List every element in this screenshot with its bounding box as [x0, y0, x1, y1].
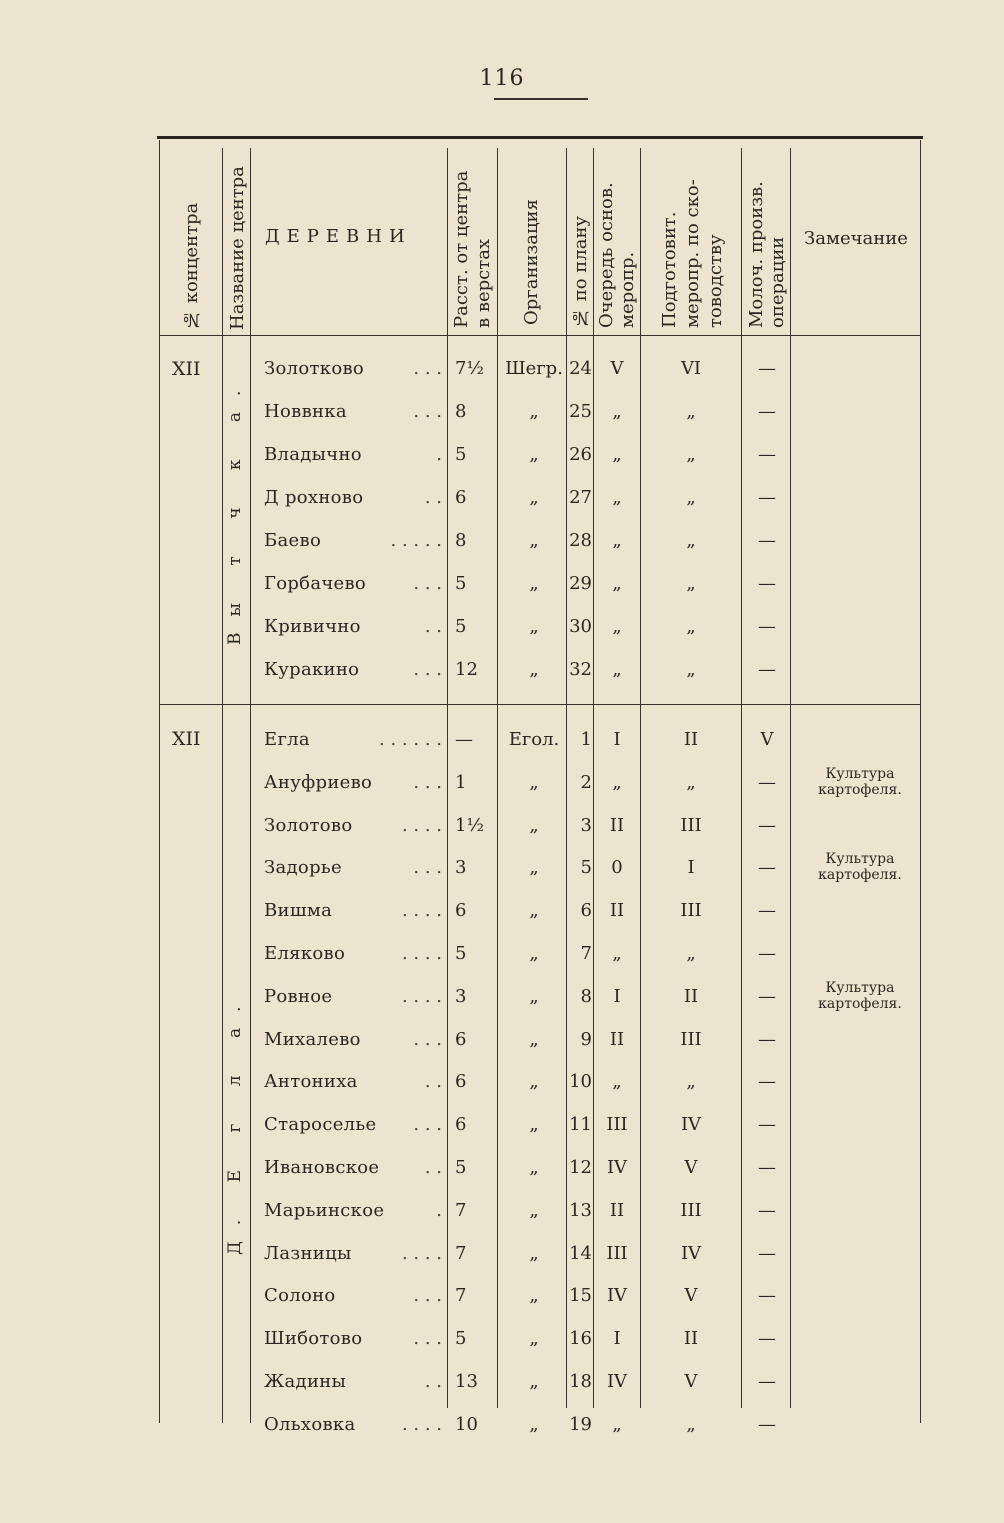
- village-name: Еляково: [264, 943, 346, 964]
- header-dairy-line1: Молоч. произв.: [746, 181, 767, 328]
- priority-value: „: [612, 616, 622, 637]
- section1-concentration: XII: [172, 358, 201, 380]
- distance-value: 7: [455, 1242, 467, 1264]
- leader-dots: . . .: [413, 1285, 442, 1307]
- leader-dots: . . . .: [401, 900, 442, 922]
- village-name: Солоно: [264, 1285, 336, 1307]
- leader-dots: . . .: [413, 401, 442, 422]
- dairy-value: —: [758, 1114, 776, 1136]
- priority-value: „: [612, 444, 622, 465]
- village-name: Шиботово: [264, 1328, 363, 1350]
- village-name: Антониха: [264, 1071, 358, 1093]
- plan-number: 12: [569, 1157, 592, 1178]
- leader-dots: . . . .: [401, 1242, 442, 1264]
- dairy-value: —: [758, 1071, 776, 1093]
- distance-value: 7: [455, 1285, 467, 1307]
- plan-number: 14: [569, 1242, 592, 1264]
- dairy-value: —: [758, 771, 776, 793]
- table-row: [0, 1200, 1004, 1230]
- priority-value: IV: [606, 1285, 628, 1307]
- livestock-prep-value: II: [683, 1328, 699, 1350]
- leader-dots: . . .: [413, 1328, 442, 1350]
- dairy-value: —: [758, 1285, 776, 1307]
- livestock-prep-value: „: [686, 401, 696, 422]
- village-name: Новвнка: [264, 401, 347, 422]
- livestock-prep-value: II: [683, 985, 699, 1007]
- table-row: [0, 401, 1004, 431]
- organization-value: „: [529, 1199, 539, 1221]
- priority-value: V: [610, 358, 624, 379]
- village-name: Куракино: [264, 659, 360, 680]
- leader-dots: . . . .: [401, 985, 442, 1007]
- priority-value: IV: [606, 1157, 628, 1178]
- table-row: [0, 659, 1004, 689]
- table-row: [0, 1243, 1004, 1273]
- leader-dots: . . . . . .: [379, 729, 442, 750]
- distance-value: 5: [455, 943, 467, 964]
- table-top-rule: [157, 136, 923, 139]
- organization-value: Шегр.: [505, 358, 563, 379]
- header-distance-line1: Расст. от центра: [451, 170, 472, 328]
- header-distance-line2: в верстах: [473, 238, 494, 328]
- plan-number: 5: [580, 857, 592, 879]
- leader-dots: . . . .: [401, 943, 442, 964]
- table-row: [0, 1029, 1004, 1059]
- leader-dots: . . .: [413, 659, 442, 680]
- organization-value: „: [529, 401, 539, 422]
- village-name: Горбачево: [264, 573, 367, 594]
- organization-value: „: [529, 444, 539, 465]
- livestock-prep-value: V: [684, 1371, 698, 1392]
- dairy-value: —: [758, 1028, 776, 1050]
- remark-note: Культура картофеля.: [818, 765, 902, 798]
- organization-value: „: [529, 1114, 539, 1136]
- dairy-value: —: [758, 530, 776, 551]
- plan-number: 16: [569, 1328, 592, 1350]
- header-prep-line2: меропр. по ско-: [682, 179, 703, 328]
- header-prep-line1: Подготовит.: [659, 211, 680, 328]
- distance-value: 5: [455, 616, 467, 637]
- plan-number: 32: [569, 659, 592, 680]
- table-row: [0, 1328, 1004, 1358]
- priority-value: „: [612, 1071, 622, 1093]
- header-prep-line3: товодству: [705, 234, 726, 328]
- distance-value: 7½: [455, 358, 484, 379]
- dairy-value: —: [758, 358, 776, 379]
- village-name: Кривично: [264, 616, 361, 637]
- distance-value: 5: [455, 573, 467, 594]
- table-row: [0, 1414, 1004, 1444]
- dairy-value: —: [758, 943, 776, 964]
- livestock-prep-value: „: [686, 659, 696, 680]
- distance-value: —: [455, 729, 473, 750]
- livestock-prep-value: „: [686, 487, 696, 508]
- village-name: Ануфриево: [264, 771, 373, 793]
- plan-number: 18: [569, 1371, 592, 1392]
- plan-number: 13: [569, 1199, 592, 1221]
- priority-value: III: [606, 1242, 628, 1264]
- dairy-value: —: [758, 659, 776, 680]
- section-divider: [159, 704, 921, 705]
- leader-dots: . . .: [413, 771, 442, 793]
- plan-number: 9: [580, 1028, 592, 1050]
- priority-value: II: [609, 1199, 625, 1221]
- plan-number: 7: [580, 943, 592, 964]
- distance-value: 6: [455, 900, 467, 922]
- dairy-value: —: [758, 1371, 776, 1392]
- header-priority-line1: Очередь основ.: [596, 182, 617, 328]
- livestock-prep-value: III: [680, 900, 702, 922]
- dairy-value: —: [758, 814, 776, 836]
- village-name: Ровное: [264, 985, 333, 1007]
- organization-value: „: [529, 814, 539, 836]
- distance-value: 7: [455, 1199, 467, 1221]
- distance-value: 3: [455, 985, 467, 1007]
- header-bottom-rule: [159, 335, 921, 336]
- livestock-prep-value: IV: [680, 1114, 702, 1136]
- leader-dots: . .: [424, 616, 442, 637]
- organization-value: „: [529, 1371, 539, 1392]
- organization-value: „: [529, 1157, 539, 1178]
- leader-dots: . . .: [413, 1028, 442, 1050]
- plan-number: 29: [569, 573, 592, 594]
- header-priority-line2: меропр.: [617, 251, 638, 328]
- livestock-prep-value: „: [686, 943, 696, 964]
- organization-value: „: [529, 1413, 539, 1435]
- table-row: [0, 943, 1004, 973]
- table-row: [0, 530, 1004, 560]
- leader-dots: . .: [424, 1157, 442, 1178]
- livestock-prep-value: I: [687, 857, 695, 879]
- priority-value: II: [609, 814, 625, 836]
- organization-value: „: [529, 530, 539, 551]
- leader-dots: . .: [424, 487, 442, 508]
- distance-value: 6: [455, 1114, 467, 1136]
- dairy-value: —: [758, 857, 776, 879]
- distance-value: 1: [455, 771, 467, 793]
- leader-dots: . . . .: [401, 814, 442, 836]
- plan-number: 6: [580, 900, 592, 922]
- priority-value: „: [612, 573, 622, 594]
- leader-dots: . . .: [413, 358, 442, 379]
- plan-number: 26: [569, 444, 592, 465]
- plan-number: 10: [569, 1071, 592, 1093]
- priority-value: „: [612, 487, 622, 508]
- priority-value: IV: [606, 1371, 628, 1392]
- distance-value: 5: [455, 444, 467, 465]
- village-name: Задорье: [264, 857, 342, 879]
- livestock-prep-value: III: [680, 1199, 702, 1221]
- table-row: [0, 573, 1004, 603]
- leader-dots: . . . .: [401, 1413, 442, 1435]
- village-name: Золотково: [264, 358, 365, 379]
- livestock-prep-value: VI: [680, 358, 702, 379]
- livestock-prep-value: „: [686, 530, 696, 551]
- table-row: [0, 487, 1004, 517]
- village-name: Ивановское: [264, 1157, 380, 1178]
- priority-value: I: [613, 985, 621, 1007]
- organization-value: „: [529, 573, 539, 594]
- distance-value: 8: [455, 530, 467, 551]
- village-name: Михалево: [264, 1028, 361, 1050]
- dairy-value: —: [758, 401, 776, 422]
- distance-value: 8: [455, 401, 467, 422]
- dairy-value: —: [758, 1328, 776, 1350]
- header-plan-no: № по плану: [570, 215, 591, 328]
- village-name: Лазницы: [264, 1242, 352, 1264]
- header-villages: ДЕРЕВНИ: [265, 226, 412, 247]
- section1-center-label: Вы т ч к а.: [225, 374, 245, 645]
- table-row: [0, 1157, 1004, 1187]
- priority-value: „: [612, 1413, 622, 1435]
- priority-value: I: [613, 1328, 621, 1350]
- organization-value: Егол.: [508, 729, 560, 750]
- livestock-prep-value: V: [684, 1285, 698, 1307]
- table-row: [0, 1285, 1004, 1315]
- organization-value: „: [529, 1328, 539, 1350]
- table-row: [0, 1071, 1004, 1101]
- leader-dots: . .: [424, 1071, 442, 1093]
- leader-dots: .: [436, 444, 442, 465]
- distance-value: 12: [455, 659, 478, 680]
- dairy-value: —: [758, 985, 776, 1007]
- distance-value: 3: [455, 857, 467, 879]
- leader-dots: . . .: [413, 857, 442, 879]
- livestock-prep-value: IV: [680, 1242, 702, 1264]
- plan-number: 30: [569, 616, 592, 637]
- village-name: Егла: [264, 729, 310, 750]
- livestock-prep-value: „: [686, 1413, 696, 1435]
- dairy-value: —: [758, 487, 776, 508]
- table-row: [0, 1114, 1004, 1144]
- livestock-prep-value: III: [680, 1028, 702, 1050]
- priority-value: 0: [611, 857, 623, 879]
- livestock-prep-value: V: [684, 1157, 698, 1178]
- village-name: Марьинское: [264, 1199, 385, 1221]
- livestock-prep-value: „: [686, 573, 696, 594]
- organization-value: „: [529, 659, 539, 680]
- priority-value: II: [609, 900, 625, 922]
- village-name: Владычно: [264, 444, 362, 465]
- village-name: Золотово: [264, 814, 353, 836]
- section2-concentration: XII: [172, 728, 201, 750]
- organization-value: „: [529, 1028, 539, 1050]
- livestock-prep-value: II: [683, 729, 699, 750]
- header-dairy-line2: операции: [767, 236, 788, 328]
- leader-dots: . . .: [413, 1114, 442, 1136]
- dairy-value: —: [758, 900, 776, 922]
- table-row: [0, 358, 1004, 388]
- village-name: Староселье: [264, 1114, 377, 1136]
- organization-value: „: [529, 616, 539, 637]
- priority-value: I: [613, 729, 621, 750]
- organization-value: „: [529, 487, 539, 508]
- plan-number: 1: [580, 729, 592, 750]
- leader-dots: . .: [424, 1371, 442, 1392]
- distance-value: 1½: [455, 814, 484, 836]
- distance-value: 6: [455, 487, 467, 508]
- plan-number: 11: [569, 1114, 592, 1136]
- organization-value: „: [529, 857, 539, 879]
- table-row: [0, 765, 1004, 802]
- organization-value: „: [529, 985, 539, 1007]
- table-row: [0, 1371, 1004, 1401]
- priority-value: „: [612, 530, 622, 551]
- plan-number: 27: [569, 487, 592, 508]
- remark-note: Культура картофеля.: [818, 979, 902, 1012]
- priority-value: „: [612, 659, 622, 680]
- page-number-rule: [494, 98, 588, 100]
- plan-number: 24: [569, 358, 592, 379]
- plan-number: 8: [580, 985, 592, 1007]
- dairy-value: —: [758, 1242, 776, 1264]
- plan-number: 15: [569, 1285, 592, 1307]
- organization-value: „: [529, 1071, 539, 1093]
- livestock-prep-value: „: [686, 1071, 696, 1093]
- organization-value: „: [529, 900, 539, 922]
- plan-number: 25: [569, 401, 592, 422]
- distance-value: 5: [455, 1328, 467, 1350]
- livestock-prep-value: III: [680, 814, 702, 836]
- priority-value: II: [609, 1028, 625, 1050]
- dairy-value: —: [758, 444, 776, 465]
- organization-value: „: [529, 1285, 539, 1307]
- distance-value: 6: [455, 1071, 467, 1093]
- table-row: [0, 729, 1004, 759]
- village-name: Ольховка: [264, 1413, 356, 1435]
- distance-value: 6: [455, 1028, 467, 1050]
- header-organization: Организация: [521, 199, 542, 325]
- leader-dots: . . .: [413, 573, 442, 594]
- leader-dots: .: [436, 1199, 442, 1221]
- priority-value: „: [612, 771, 622, 793]
- header-center-name: Название центра: [227, 166, 248, 330]
- livestock-prep-value: „: [686, 616, 696, 637]
- section2-center-label: Д. Е г л а.: [225, 990, 245, 1255]
- organization-value: „: [529, 1242, 539, 1264]
- dairy-value: —: [758, 616, 776, 637]
- table-row: [0, 444, 1004, 474]
- page-number: 116: [479, 66, 525, 91]
- table-row: [0, 979, 1004, 1016]
- table-row: [0, 616, 1004, 646]
- dairy-value: —: [758, 1157, 776, 1178]
- distance-value: 10: [455, 1413, 478, 1435]
- dairy-value: —: [758, 573, 776, 594]
- plan-number: 19: [569, 1413, 592, 1435]
- distance-value: 5: [455, 1157, 467, 1178]
- priority-value: „: [612, 943, 622, 964]
- dairy-value: V: [760, 729, 774, 750]
- distance-value: 13: [455, 1371, 478, 1392]
- leader-dots: . . . . .: [390, 530, 442, 551]
- table-row: [0, 815, 1004, 845]
- livestock-prep-value: „: [686, 771, 696, 793]
- village-name: Баево: [264, 530, 322, 551]
- remark-note: Культура картофеля.: [818, 851, 902, 884]
- plan-number: 28: [569, 530, 592, 551]
- organization-value: „: [529, 771, 539, 793]
- organization-value: „: [529, 943, 539, 964]
- village-name: Вишма: [264, 900, 333, 922]
- header-concentration-no: № концентра: [181, 202, 202, 330]
- table-row: [0, 851, 1004, 887]
- plan-number: 2: [580, 771, 592, 793]
- plan-number: 3: [580, 814, 592, 836]
- header-remarks: Замечание: [804, 228, 908, 249]
- dairy-value: —: [758, 1199, 776, 1221]
- livestock-prep-value: „: [686, 444, 696, 465]
- priority-value: „: [612, 401, 622, 422]
- village-name: Жадины: [264, 1371, 347, 1392]
- priority-value: III: [606, 1114, 628, 1136]
- village-name: Д рохново: [264, 487, 364, 508]
- table-row: [0, 900, 1004, 930]
- dairy-value: —: [758, 1413, 776, 1435]
